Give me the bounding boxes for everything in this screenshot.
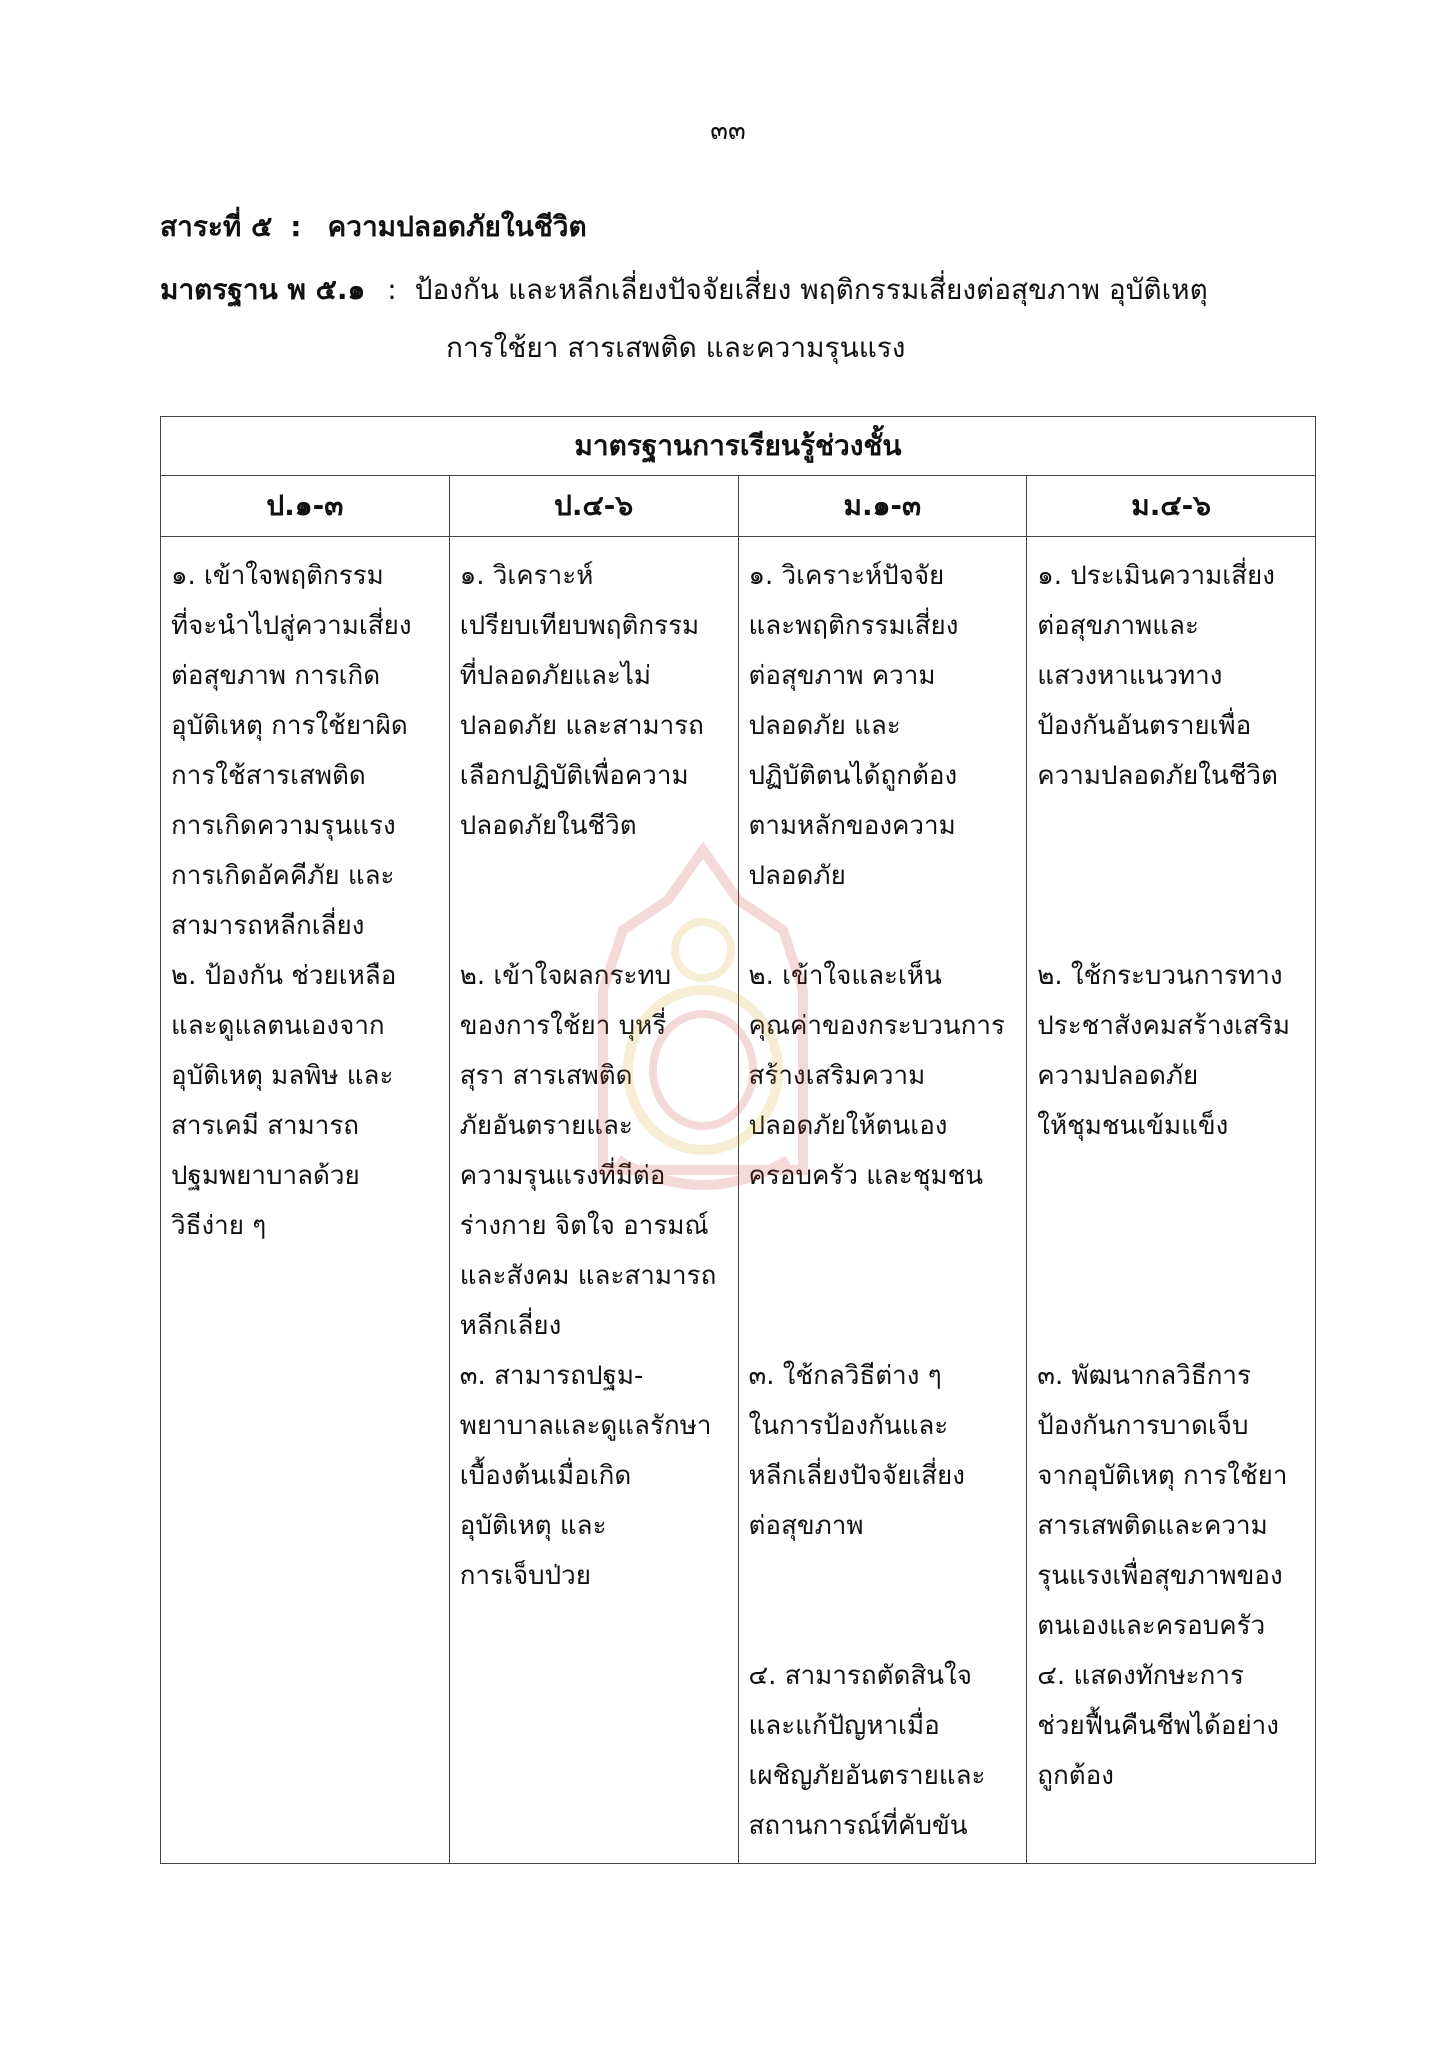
standard-item: ๑. ประเมินความเสี่ยง ต่อสุขภาพและ แสวงหาแนวทาง ป้องกันอันตรายเพื่อ ความปลอดภัยในชีวิต [1037, 561, 1278, 791]
strand-label: สาระที่ ๕ [160, 210, 273, 243]
grade-header: ป.๔-๖ [450, 476, 739, 536]
strand-separator: : [290, 210, 302, 243]
standard-separator: : [387, 273, 397, 306]
standard-item: ๒. เข้าใจและเห็น คุณค่าของกระบวนการ สร้างเสริมความ ปลอดภัยให้ตนเอง ครอบครัว และชุมชน [748, 961, 1005, 1191]
standard-text-line1: ป้องกัน และหลีกเลี่ยงปัจจัยเสี่ยง พฤติกรรมเสี่ยงต่อสุขภาพ อุบัติเหตุ [414, 273, 1208, 306]
standard-item: ๑. วิเคราะห์ เปรียบเทียบพฤติกรรม ที่ปลอดภัยและไม่ ปลอดภัย และสามารถ เลือกปฏิบัติเพื่อความ ปลอดภัยในชีวิต [459, 561, 704, 841]
standards-table [160, 416, 1316, 1864]
grade-header: ม.๔-๖ [1131, 489, 1211, 522]
table-header: มาตรฐานการเรียนรู้ช่วงชั้น [161, 417, 1315, 476]
column-p1-3 [161, 537, 450, 1863]
standard-item: ๓. สามารถปฐม- พยาบาลและดูแลรักษา เบื้องต้นเมื่อเกิด อุบัติเหตุ และ การเจ็บป่วย [459, 1361, 712, 1591]
standard-item: ๔. สามารถตัดสินใจ และแก้ปัญหาเมื่อ เผชิญภัยอันตรายและ สถานการณ์ที่คับขัน [748, 1661, 986, 1841]
standard-item: ๔. แสดงทักษะการ ช่วยฟื้นคืนชีพได้อย่าง ถูกต้อง [1037, 1661, 1279, 1791]
standard-label: มาตรฐาน พ ๕.๑ [160, 273, 366, 306]
standard-item: ๒. ใช้กระบวนการทาง ประชาสังคมสร้างเสริม ความปลอดภัย ให้ชุมชนเข้มแข็ง [1037, 961, 1291, 1141]
column-m4-6 [1027, 537, 1315, 1863]
standard-heading [160, 268, 1320, 370]
standard-item: ๓. ใช้กลวิธีต่าง ๆ ในการป้องกันและ หลีกเลี่ยงปัจจัยเสี่ยง ต่อสุขภาพ [748, 1361, 965, 1541]
standard-text-line2: การใช้ยา สารเสพติด และความรุนแรง [446, 331, 906, 364]
standard-item: ๑. วิเคราะห์ปัจจัย และพฤติกรรมเสี่ยง ต่อสุขภาพ ความ ปลอดภัย และ ปฏิบัติตนได้ถูกต้อง ตามหลักของความ ปลอดภัย [748, 561, 959, 891]
grade-header: ป.๑-๓ [161, 476, 450, 536]
grade-header: ม.๑-๓ [739, 476, 1028, 536]
column-p4-6 [450, 537, 739, 1863]
strand-title: ความปลอดภัยในชีวิต [327, 210, 587, 243]
standard-item: ๒. ป้องกัน ช่วยเหลือ และดูแลตนเองจาก อุบัติเหตุ มลพิษ และ สารเคมี สามารถ ปฐมพยาบาลด้วย วิธีง่าย ๆ [171, 961, 397, 1241]
page-number: ๓๓ [710, 116, 746, 146]
standard-item: ๒. เข้าใจผลกระทบ ของการใช้ยา บุหรี่ สุรา สารเสพติด ภัยอันตรายและ ความรุนแรงที่มีต่อ ร่างกาย จิตใจ อารมณ์ และสังคม และสามารถ หลีกเลี่ยง [459, 961, 717, 1341]
standard-item: ๓. พัฒนากลวิธีการ ป้องกันการบาดเจ็บ จากอุบัติเหตุ การใช้ยา สารเสพติดและความ รุนแรงเพื่อสุขภาพของ ตนเองและครอบครัว [1037, 1361, 1288, 1641]
column-m1-3 [739, 537, 1028, 1863]
strand-heading [160, 205, 587, 249]
standard-item: ๑. เข้าใจพฤติกรรม ที่จะนำไปสู่ความเสี่ยง ต่อสุขภาพ การเกิด อุบัติเหตุ การใช้ยาผิด การใช้สารเสพติด การเกิดความรุนแรง การเกิดอัคคีภัย และ สามารถหลีกเลี่ยง [171, 561, 412, 941]
table-body [161, 537, 1315, 1863]
grade-header-row [161, 476, 1315, 537]
